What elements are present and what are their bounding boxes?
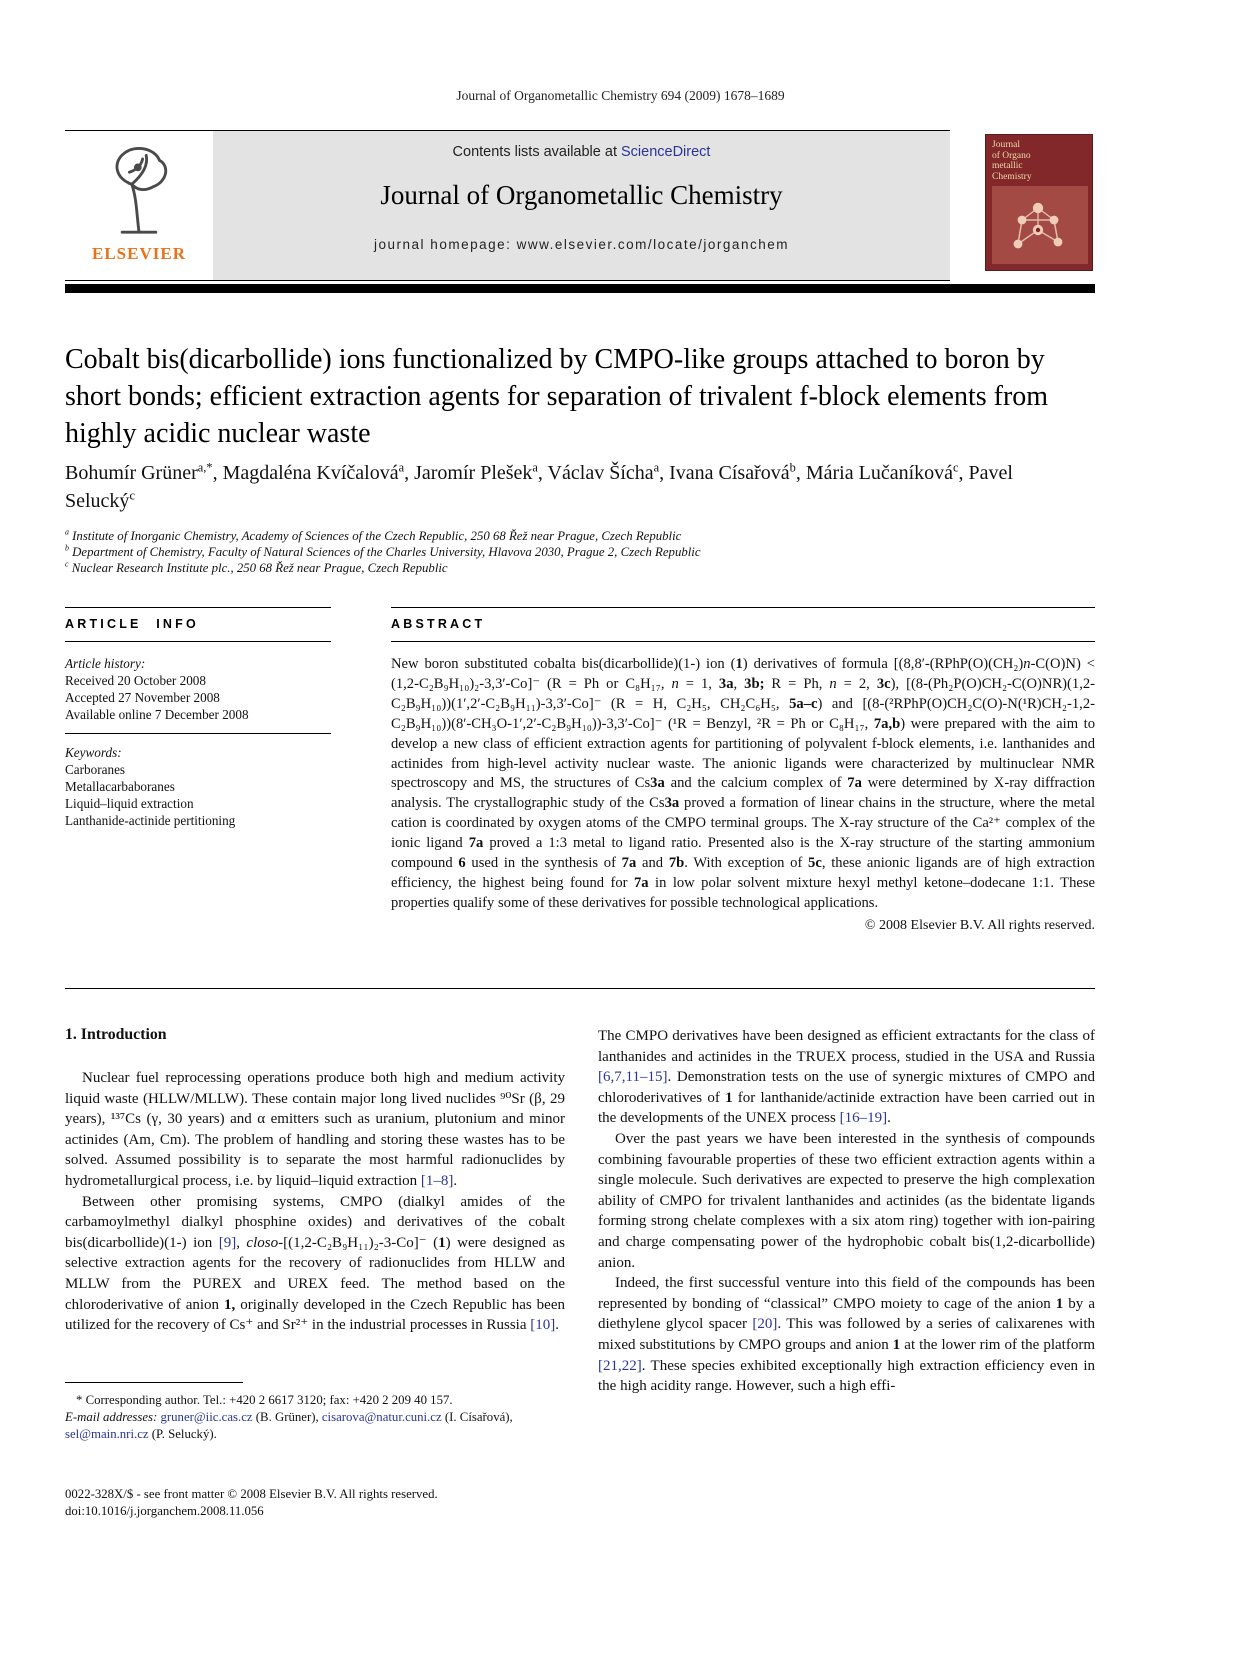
journal-homepage-link[interactable]: journal homepage: www.elsevier.com/locate/jorganchem: [374, 237, 789, 252]
body-column-left: [65, 1026, 565, 1336]
text-segment: 1,: [224, 1296, 236, 1313]
history-received: Received 20 October 2008: [65, 673, 206, 688]
text-segment: ,: [733, 675, 745, 692]
inline-link[interactable]: gruner@iic.cas.cz: [160, 1410, 253, 1424]
text-segment: 7a: [621, 855, 637, 872]
email-addresses-line: [65, 1409, 565, 1443]
text-segment: -[(1,2-C₂B₉H₁₁)₂-3-Co]⁻ (: [278, 1234, 439, 1251]
inline-link[interactable]: ScienceDirect: [621, 144, 711, 160]
text-segment: 3a: [650, 775, 665, 792]
text-segment: 7a: [468, 835, 484, 852]
text-segment: (B. Grüner),: [252, 1410, 322, 1424]
text-segment: 5c: [808, 855, 822, 872]
text-segment: 3a: [664, 795, 680, 812]
corresponding-author-line: [65, 1392, 565, 1409]
text-segment: . Demonstration tests on the use of synergic mixtures of CMPO and chloroderivatives of: [598, 1069, 1095, 1106]
text-segment: , Ivana Císařová: [659, 462, 790, 484]
text-segment: .: [453, 1172, 458, 1189]
text-segment: , Mária Lučaníková: [795, 462, 954, 484]
article-info-heading: ARTICLE INFO: [65, 617, 199, 631]
affiliation-c: [65, 560, 1070, 576]
text-segment: Nuclear fuel reprocessing operations produce both high and medium activity liquid waste (HLLW/MLLW). These contain major long lived nuclides ⁹⁰Sr (β, 29 years), ¹³⁷Cs (γ, 30 years) and α emitters such as uranium, plutonium and minor actinides (Am, Cm). The problem of handling and storing these wastes has to be solved. Assumed possibility is to separate the most harmful radionuclides by hydrometallurgical process, i.e. by liquid–liquid extraction: [65, 1070, 565, 1189]
text-segment: 7a: [847, 775, 862, 792]
inline-link[interactable]: [20]: [752, 1316, 778, 1333]
inline-link[interactable]: cisarova@natur.cuni.cz: [321, 1410, 442, 1424]
text-segment: , Pavel Selucký: [65, 462, 1013, 512]
keywords-label: Keywords:: [65, 745, 122, 760]
keyword: Liquid–liquid extraction: [65, 796, 194, 811]
cover-title-line: of Organo: [992, 150, 1031, 161]
text-segment: 1: [735, 656, 743, 672]
elsevier-tree-icon: [97, 141, 181, 242]
text-segment: n: [671, 675, 679, 692]
inline-link[interactable]: [16–19]: [839, 1110, 888, 1127]
journal-cover-thumbnail: [985, 134, 1093, 271]
text-segment: Over the past years we have been interested in the synthesis of compounds combining favourable properties of these two efficient extraction agents within a single molecule. Such derivatives are expected to preserve the high complexation ability of CMPO for trivalent lanthanides and actinides (as the bidentate ligands forming strong chelate complexes with a six atom ring) together with ion-pairing and charge compensating power of the hydrophobic cobalt bis(1,2-dicarbollide) anion.: [598, 1130, 1095, 1271]
text-segment: a: [398, 460, 405, 475]
text-segment: E-mail addresses:: [65, 1410, 158, 1424]
article-title: Cobalt bis(dicarbollide) ions functionalized by CMPO-like groups attached to boron by short bonds; efficient extraction agents for separation of trivalent f-block elements from highly acidic nuclear waste: [65, 344, 1049, 449]
text-segment: ), [(8-(Ph₂P(O)CH₂-C(O)NR)(1,2-C₂B₉H₁₀))(1′,2′-C₂B₉H₁₁)-3,3′-Co]⁻ (R = H, C₂H₅, CH₂C₆H₅,: [391, 675, 1096, 712]
text-segment: c: [129, 488, 135, 503]
text-segment: 6: [458, 855, 466, 872]
article-info-heading-rule: [65, 607, 331, 642]
text-segment: in low polar solvent mixture hexyl methyl ketone–dodecane 1:1. These properties qualify some of these derivatives for possible technological applications.: [391, 874, 1095, 911]
text-segment: at the lower rim of the platform: [900, 1336, 1095, 1353]
keyword: Carboranes: [65, 762, 126, 777]
text-segment: Indeed, the first successful venture into this field of the compounds has been represented by bonding of “classical” CMPO moiety to cage of the anion: [598, 1275, 1095, 1312]
cover-molecule-art: [992, 186, 1088, 264]
text-segment: 1: [1055, 1295, 1064, 1312]
text-segment: 5a–c: [789, 695, 818, 712]
text-segment: = 1,: [678, 675, 719, 692]
journal-citation: Journal of Organometallic Chemistry 694 (2009) 1678–1689: [456, 88, 785, 103]
text-segment: The CMPO derivatives have been designed as efficient extractants for the class of lanthanides and actinides in the TRUEX process, studied in the USA and Russia: [598, 1028, 1095, 1065]
journal-title: Journal of Organometallic Chemistry: [380, 180, 783, 210]
inline-link[interactable]: [6,7,11–15]: [598, 1069, 668, 1086]
affiliation-a: [65, 528, 1070, 544]
inline-link[interactable]: [9]: [218, 1234, 237, 1251]
info-divider-rule: [65, 733, 331, 734]
text-segment: ) derivatives of formula [(8,8′-(RPhP(O)(CH₂): [742, 656, 1024, 672]
text-segment: 1: [438, 1234, 446, 1251]
inline-link[interactable]: [10]: [530, 1317, 556, 1334]
intro-paragraph: [598, 1129, 1095, 1273]
corresponding-author-footnote: [65, 1382, 565, 1443]
text-segment: Department of Chemistry, Faculty of Natural Sciences of the Charles University, Hlavova 2030, Prague 2, Czech Republic: [68, 545, 701, 559]
text-segment: 7b: [668, 855, 685, 872]
publisher-footer: [65, 1486, 715, 1520]
footnote-rule: [65, 1382, 243, 1383]
text-segment: Between other promising systems, CMPO (dialkyl amides of the carbamoylmethyl dialkyl phosphine oxides) and derivatives of the cobalt bis(dicarbollide)(1-) ion: [65, 1193, 565, 1251]
text-segment: a,*: [197, 460, 213, 475]
abstract-heading-rule: [391, 607, 1095, 642]
introduction-heading: 1. Introduction: [65, 1026, 167, 1043]
text-segment: and the calcium complex of: [664, 775, 848, 792]
text-segment: were determined by X-ray diffraction analysis. The crystallographic study of the Cs: [391, 775, 1095, 812]
cover-title-line: metallic: [992, 161, 1023, 171]
text-segment: ) and [(8-(²RPhP(O)CH₂C(O)-N(¹R)CH₂-1,2-C₂B₉H₁₀))(8′-CH₃O-1′,2′-C₂B₉H₁₀))-3,3′-Co]⁻ (¹R = Benzyl, ²R = Ph or C₈H₁₇,: [391, 695, 1095, 732]
inline-link[interactable]: [21,22]: [598, 1357, 642, 1374]
text-segment: R = Ph,: [764, 675, 830, 692]
article-info-column: [65, 607, 331, 829]
doi-line: doi:10.1016/j.jorganchem.2008.11.056: [65, 1504, 264, 1518]
text-segment: . This was followed by a series of calixarenes with mixed substitutions by CMPO groups and anion: [598, 1316, 1095, 1353]
author-list: [65, 459, 1070, 515]
text-segment: 1: [725, 1089, 733, 1106]
text-segment: c: [953, 460, 959, 475]
journal-banner-center: [213, 131, 950, 280]
text-segment: 3c: [876, 675, 891, 692]
text-segment: * Corresponding author. Tel.: +420 2 6617 3120; fax: +420 2 209 40 157.: [76, 1393, 453, 1407]
affiliations: [65, 528, 1070, 576]
text-segment: closo: [246, 1234, 279, 1251]
text-segment: a: [65, 527, 69, 537]
text-segment: ) were designed as selective extraction agents for the recovery of radionuclides from HLLW and MLLW from the PUREX and UREX feed. The method based on the chloroderivative of anion: [65, 1234, 565, 1313]
text-segment: Bohumír Grüner: [65, 462, 198, 484]
keyword: Metallacarbaboranes: [65, 779, 175, 794]
abstract-text: [391, 655, 1095, 914]
body-column-right: [598, 1026, 1095, 1397]
cover-title-line: Journal: [992, 140, 1020, 150]
text-segment: .: [555, 1317, 559, 1334]
text-segment: (P. Selucký).: [148, 1427, 217, 1441]
text-segment: ) were prepared with the aim to develop a new class of efficient extraction agents for partitioning of polyvalent f-block elements, i.e. lanthanides and actinides from high-level activity nuclear waste. The anionic ligands were characterized by multinuclear NMR spectroscopy and MS, the structures of Cs: [391, 715, 1095, 792]
text-segment: . With exception of: [684, 855, 809, 872]
text-segment: , Magdaléna Kvíčalová: [212, 462, 399, 484]
text-segment: used in the synthesis of: [465, 855, 622, 872]
text-segment: (I. Císařová),: [441, 1410, 513, 1424]
history-available: Available online 7 December 2008: [65, 707, 249, 722]
keyword: Lanthanide-actinide pertitioning: [65, 813, 236, 828]
text-segment: 7a,b: [873, 715, 901, 732]
text-segment: Contents lists available at: [452, 144, 621, 160]
article-history-label: Article history:: [65, 656, 146, 671]
text-segment: proved a formation of linear chains in the structure, where the metal cation is coordinated by oxygen atoms of the CMPO terminal groups. The X-ray structure of the Ca²⁺ complex of the ionic ligand: [391, 795, 1096, 852]
intro-paragraph: [65, 1068, 565, 1192]
elsevier-logo: [65, 131, 213, 280]
text-segment: Institute of Inorganic Chemistry, Academy of Sciences of the Czech Republic, 250 68 Řež near Prague, Czech Republic: [68, 529, 682, 543]
text-segment: n: [829, 675, 837, 692]
text-segment: 3b;: [744, 675, 765, 692]
text-segment: originally developed in the Czech Republic has been utilized for the recovery of Cs⁺ and Sr²⁺ in the industrial processes in Russia: [65, 1296, 565, 1334]
text-segment: New boron substituted cobalta bis(dicarbollide)(1-) ion (: [391, 656, 736, 672]
text-segment: = 2,: [836, 675, 877, 692]
inline-link[interactable]: [1–8]: [420, 1172, 454, 1189]
text-segment: .: [887, 1110, 891, 1127]
text-segment: n: [1023, 656, 1031, 672]
text-segment: c: [65, 559, 69, 569]
text-segment: b: [789, 460, 796, 475]
affiliation-b: [65, 544, 1070, 560]
text-segment: , Jaromír Plešek: [404, 462, 533, 484]
issn-line: 0022-328X/$ - see front matter © 2008 Elsevier B.V. All rights reserved.: [65, 1487, 438, 1501]
history-accepted: Accepted 27 November 2008: [65, 690, 220, 705]
text-segment: for lanthanide/actinide extraction have been carried out in the developments of the UNEX process: [598, 1089, 1095, 1127]
elsevier-wordmark: ELSEVIER: [92, 244, 186, 263]
text-segment: , these anionic ligands are of high extraction efficiency, the highest being found for: [391, 855, 1095, 891]
text-segment: Nuclear Research Institute plc., 250 68 Řež near Prague, Czech Republic: [68, 561, 448, 575]
text-segment: 7a: [633, 874, 649, 891]
header-divider-bar: [65, 284, 1095, 293]
intro-paragraph: [65, 1192, 565, 1336]
text-segment: a: [532, 460, 538, 475]
inline-link[interactable]: sel@main.nri.cz: [65, 1427, 149, 1441]
abstract-column: [391, 607, 1095, 934]
text-segment: ,: [236, 1234, 247, 1251]
text-segment: -C(O)N) < (1,2-C₂B₉H₁₀)₂-3,3′-Co]⁻ (R = Ph or C₈H₁₇,: [391, 656, 1095, 692]
abstract-heading: ABSTRACT: [391, 617, 486, 631]
text-segment: b: [65, 543, 69, 553]
intro-paragraph: [598, 1273, 1095, 1397]
text-segment: 1: [892, 1336, 901, 1353]
journal-header-banner: [65, 130, 950, 281]
copyright-line: © 2008 Elsevier B.V. All rights reserved.: [864, 917, 1095, 933]
section-end-rule: [65, 988, 1095, 989]
text-segment: , Václav Šícha: [537, 462, 654, 484]
text-segment: a: [653, 460, 660, 475]
contents-line: [213, 144, 950, 160]
text-segment: . These species exhibited exceptionally high extraction efficiency even in the high acidity range. However, such a high effi-: [598, 1357, 1095, 1395]
text-segment: 3a: [718, 675, 734, 692]
text-segment: and: [636, 855, 669, 872]
text-segment: by a diethylene glycol spacer: [598, 1295, 1095, 1333]
intro-paragraph: [598, 1026, 1095, 1129]
cover-title-line: Chemistry: [992, 171, 1032, 182]
text-segment: proved a 1:3 metal to ligand ratio. Presented also is the X-ray structure of the starting ammonium compound: [391, 835, 1095, 872]
